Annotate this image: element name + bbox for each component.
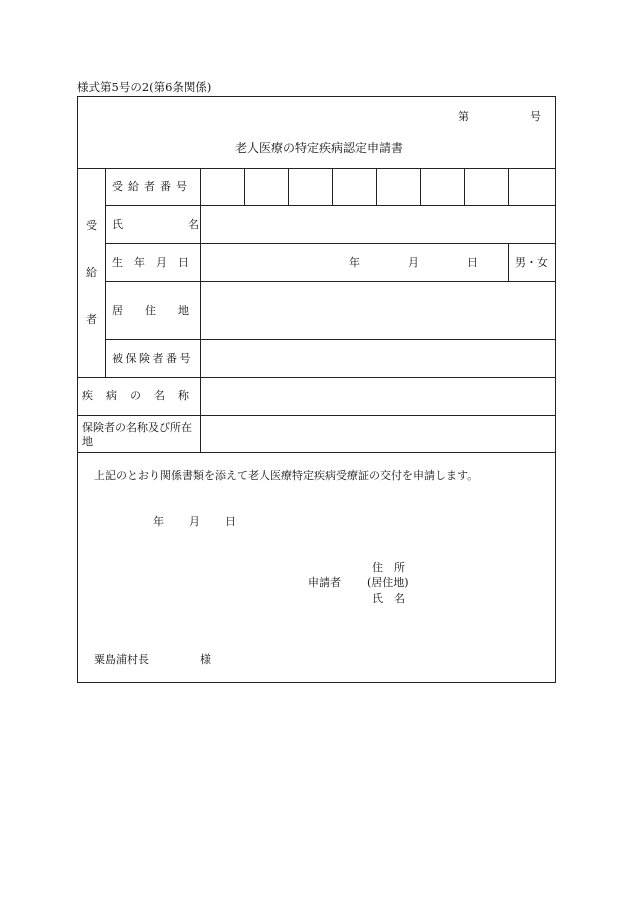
disease-name-label: 疾病の名称 bbox=[82, 389, 202, 402]
recipient-group-label-2: 給 bbox=[86, 266, 97, 279]
form-title: 老人医療の特定疾病認定申請書 bbox=[235, 141, 404, 155]
applicant-residence-label: (居住地) bbox=[367, 576, 409, 589]
date-day: 日 bbox=[225, 515, 236, 528]
recipient-group-label-3: 者 bbox=[86, 313, 97, 326]
digit-box-divider bbox=[244, 168, 245, 205]
digit-box-divider bbox=[464, 168, 465, 205]
application-statement: 上記のとおり関係書類を添えて老人医療特定疾病受療証の交付を申請します。 bbox=[94, 469, 479, 482]
sex-option[interactable]: 男・女 bbox=[515, 256, 548, 269]
name-label: 氏名 bbox=[112, 218, 264, 231]
divider bbox=[77, 452, 556, 453]
digit-box-divider bbox=[332, 168, 333, 205]
recipient-number-label: 受給者番号 bbox=[112, 180, 192, 193]
divider bbox=[105, 205, 556, 206]
birth-year-label: 年 bbox=[349, 256, 360, 269]
address-label: 居住地 bbox=[112, 304, 211, 317]
recipient-group-label-1: 受 bbox=[86, 219, 97, 232]
insurer-label: 保険者の名称及び所在地 bbox=[82, 421, 192, 448]
divider bbox=[508, 243, 509, 281]
divider bbox=[105, 281, 556, 282]
form-number-label: 様式第5号の2(第6条関係) bbox=[77, 80, 212, 94]
date-year: 年 bbox=[153, 515, 164, 528]
date-month: 月 bbox=[189, 515, 200, 528]
insured-number-label: 被保険者番号 bbox=[112, 352, 193, 365]
digit-box-divider bbox=[508, 168, 509, 205]
digit-box-divider bbox=[376, 168, 377, 205]
document-number-dai: 第 bbox=[458, 110, 469, 123]
divider bbox=[105, 168, 106, 377]
divider bbox=[77, 377, 556, 378]
digit-box-divider bbox=[288, 168, 289, 205]
applicant-name-label: 氏 名 bbox=[372, 592, 405, 605]
digit-box-divider bbox=[420, 168, 421, 205]
applicant-address-label: 住 所 bbox=[372, 561, 405, 574]
divider bbox=[77, 168, 556, 169]
birth-day-label: 日 bbox=[467, 256, 478, 269]
birth-month-label: 月 bbox=[408, 256, 419, 269]
divider bbox=[105, 243, 556, 244]
addressee-honorific: 様 bbox=[200, 653, 211, 666]
applicant-label: 申請者 bbox=[308, 576, 341, 589]
divider bbox=[105, 339, 556, 340]
addressee-name: 粟島浦村長 bbox=[94, 653, 149, 666]
document-number-go: 号 bbox=[530, 110, 541, 123]
birthdate-label: 生年月日 bbox=[112, 256, 200, 269]
divider bbox=[77, 415, 556, 416]
